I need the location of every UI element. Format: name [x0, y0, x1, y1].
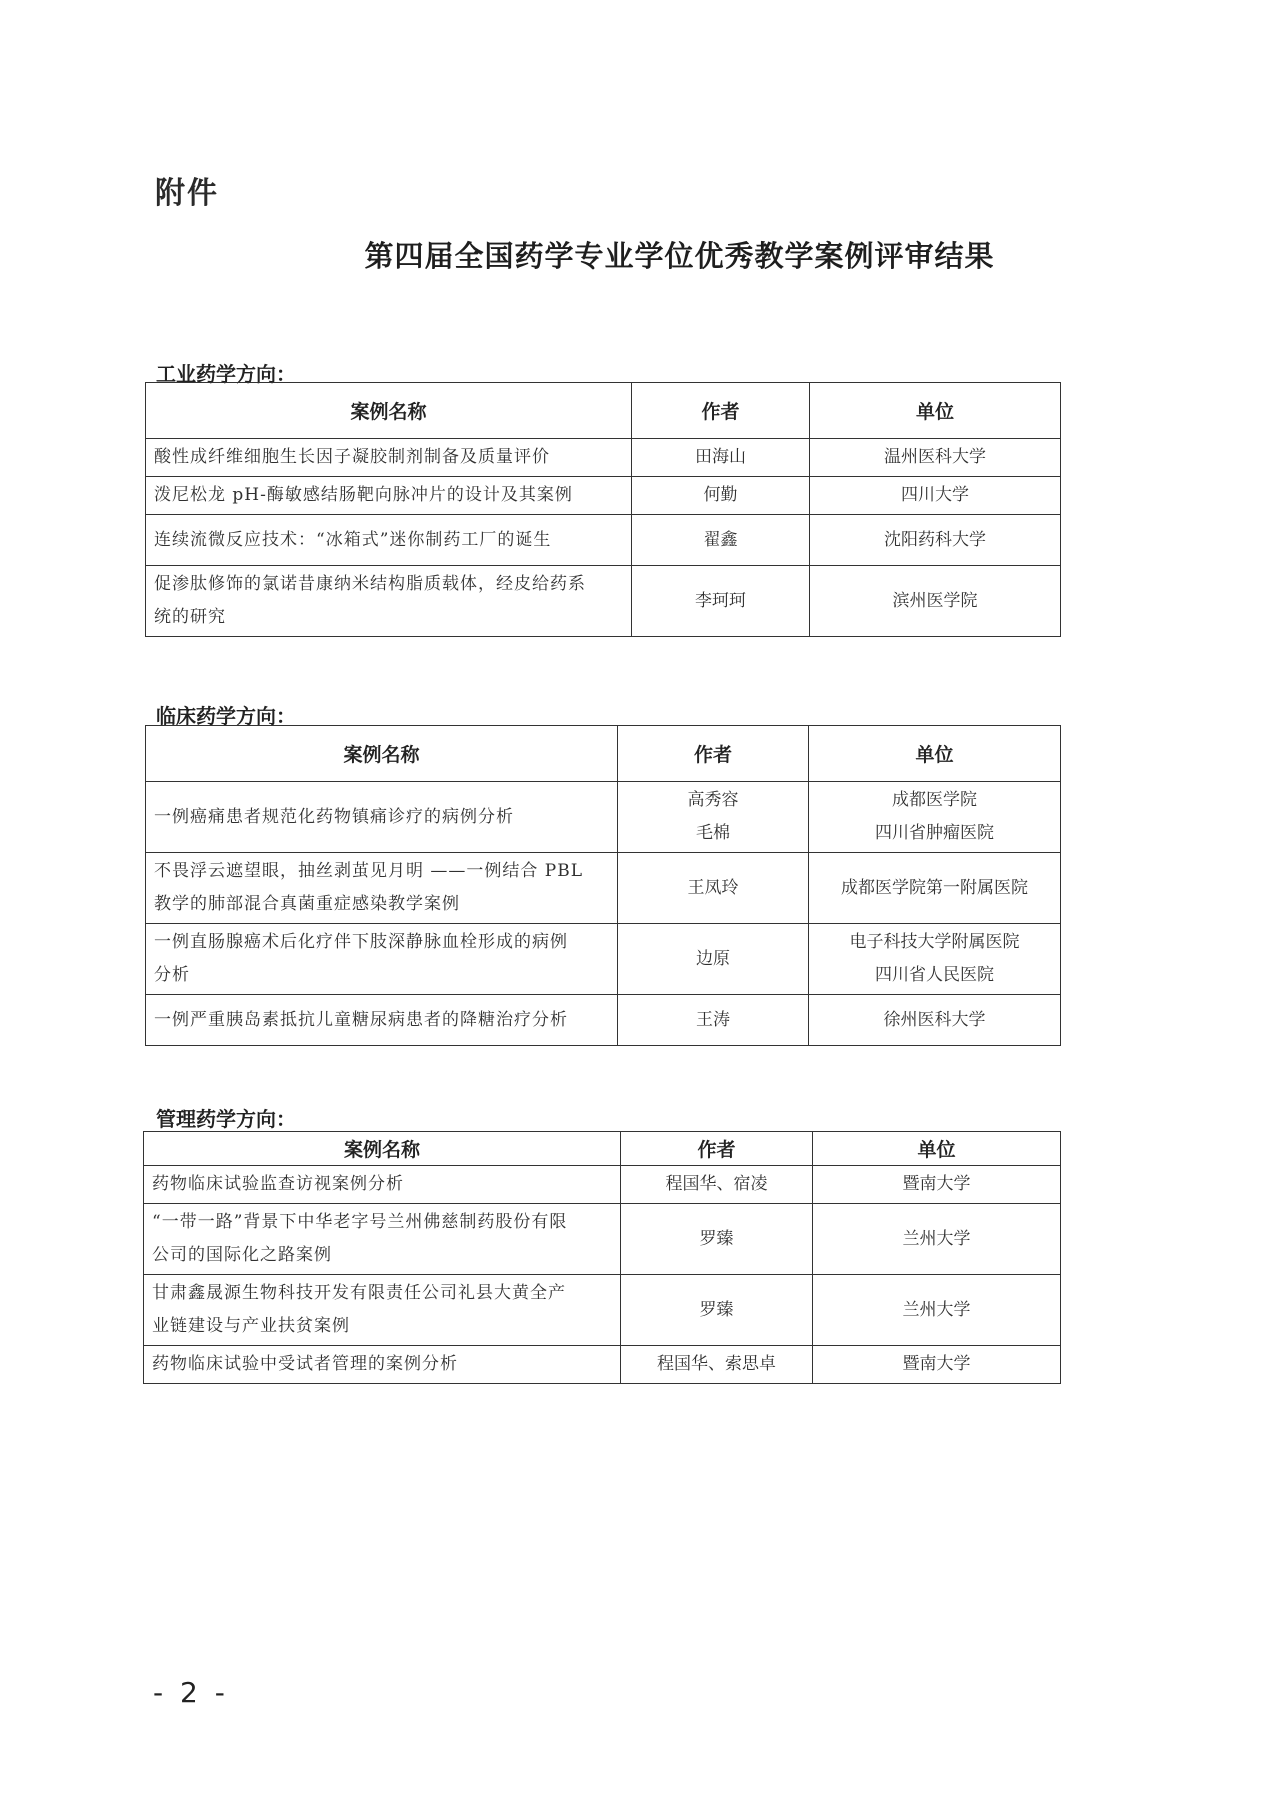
unit-cell-line: 滨州医学院	[892, 590, 978, 611]
column-header-case-name: 案例名称	[146, 726, 618, 782]
table-row	[144, 1166, 1061, 1204]
case-name-cell-line: 分析	[154, 965, 190, 985]
case-name-cell-line: 教学的肺部混合真菌重症感染教学案例	[154, 894, 460, 914]
case-name-cell-line: 一例癌痛患者规范化药物镇痛诊疗的病例分析	[154, 806, 514, 827]
table-row	[144, 1275, 1061, 1346]
column-header-unit: 单位	[809, 726, 1061, 782]
unit-cell	[809, 995, 1061, 1046]
case-name-cell	[146, 566, 632, 637]
author-cell-line: 毛棉	[696, 823, 730, 843]
case-table	[145, 725, 1061, 1046]
unit-cell-line: 成都医学院	[892, 790, 977, 810]
column-header-case-name: 案例名称	[146, 383, 632, 439]
unit-cell-line: 兰州大学	[902, 1299, 971, 1320]
case-name-cell-line: “一带一路”背景下中华老字号兰州佛慈制药股份有限	[152, 1212, 568, 1232]
case-name-cell-line: 不畏浮云遮望眼，抽丝剥茧见月明 ——一例结合 PBL	[154, 861, 584, 881]
case-name-cell-line: 连续流微反应技术：“冰箱式”迷你制药工厂的诞生	[154, 529, 552, 550]
author-cell-line: 王凤玲	[687, 877, 739, 898]
unit-cell	[813, 1204, 1061, 1275]
case-name-cell	[144, 1346, 621, 1384]
author-cell	[618, 995, 809, 1046]
column-header-author: 作者	[618, 726, 809, 782]
unit-cell-line: 成都医学院第一附属医院	[841, 877, 1028, 898]
unit-cell	[813, 1166, 1061, 1204]
author-cell-line: 罗臻	[699, 1228, 734, 1249]
author-cell	[632, 477, 810, 515]
case-name-cell	[146, 924, 618, 995]
attachment-label: 附件	[155, 176, 219, 211]
case-name-cell	[146, 515, 632, 566]
case-name-cell-line: 业链建设与产业扶贫案例	[152, 1316, 350, 1336]
unit-cell	[809, 924, 1061, 995]
case-table	[143, 1131, 1061, 1384]
unit-cell-line: 暨南大学	[902, 1354, 971, 1374]
author-cell-line: 王涛	[696, 1009, 730, 1030]
author-cell-line: 罗臻	[699, 1299, 734, 1320]
case-name-cell-line: 一例严重胰岛素抵抗儿童糖尿病患者的降糖治疗分析	[154, 1009, 568, 1030]
section-heading: 临床药学方向：	[156, 704, 296, 728]
author-cell	[621, 1275, 813, 1346]
unit-cell-line: 四川大学	[901, 485, 969, 505]
author-cell	[621, 1204, 813, 1275]
author-cell-line: 高秀容	[687, 790, 739, 810]
unit-cell	[810, 566, 1061, 637]
author-cell	[632, 566, 810, 637]
table-header-row	[144, 1132, 1061, 1166]
column-header-author: 作者	[621, 1132, 813, 1166]
document-title: 第四届全国药学专业学位优秀教学案例评审结果	[364, 239, 995, 273]
table-row	[144, 1346, 1061, 1384]
unit-cell-line: 沈阳药科大学	[884, 529, 986, 550]
table-row	[146, 924, 1061, 995]
unit-cell-line: 徐州医科大学	[883, 1009, 986, 1030]
case-name-cell-line: 一例直肠腺癌术后化疗伴下肢深静脉血栓形成的病例	[154, 932, 568, 952]
author-cell-line: 田海山	[695, 447, 746, 467]
case-name-cell-line: 统的研究	[154, 607, 226, 627]
case-name-cell	[146, 853, 618, 924]
table-row	[146, 515, 1061, 566]
unit-cell	[810, 515, 1061, 566]
unit-cell-line: 四川省人民医院	[875, 965, 994, 985]
case-name-cell-line: 药物临床试验中受试者管理的案例分析	[152, 1354, 458, 1374]
case-name-cell-line: 泼尼松龙 pH-酶敏感结肠靶向脉冲片的设计及其案例	[154, 485, 573, 505]
case-name-cell-line: 甘肃鑫晟源生物科技开发有限责任公司礼县大黄全产	[152, 1283, 566, 1303]
author-cell	[621, 1166, 813, 1204]
case-name-cell	[144, 1204, 621, 1275]
case-name-cell	[144, 1275, 621, 1346]
unit-cell	[813, 1346, 1061, 1384]
author-cell-line: 何勤	[703, 485, 738, 505]
column-header-author: 作者	[632, 383, 810, 439]
case-name-cell	[146, 782, 618, 853]
case-name-cell-line: 促渗肽修饰的氯诺昔康纳米结构脂质载体，经皮给药系	[154, 574, 586, 594]
case-name-cell	[146, 995, 618, 1046]
case-name-cell	[146, 439, 632, 477]
case-name-cell-line: 公司的国际化之路案例	[152, 1245, 332, 1265]
unit-cell-line: 温州医科大学	[884, 447, 986, 467]
author-cell-line: 李珂珂	[695, 590, 746, 611]
unit-cell	[809, 853, 1061, 924]
page-number: - 2 -	[153, 1676, 229, 1709]
author-cell	[632, 515, 810, 566]
unit-cell	[809, 782, 1061, 853]
table-row	[146, 566, 1061, 637]
column-header-unit: 单位	[813, 1132, 1061, 1166]
case-name-cell-line: 酸性成纤维细胞生长因子凝胶制剂制备及质量评价	[154, 447, 550, 467]
column-header-case-name: 案例名称	[144, 1132, 621, 1166]
case-name-cell-line: 药物临床试验监查访视案例分析	[152, 1174, 404, 1194]
case-table	[145, 382, 1061, 637]
author-cell	[618, 924, 809, 995]
table-row	[146, 477, 1061, 515]
case-name-cell	[144, 1166, 621, 1204]
table-row	[146, 439, 1061, 477]
unit-cell	[810, 477, 1061, 515]
author-cell	[618, 782, 809, 853]
section-heading: 工业药学方向：	[156, 362, 296, 386]
column-header-unit: 单位	[810, 383, 1061, 439]
author-cell-line: 边原	[696, 948, 730, 969]
author-cell	[618, 853, 809, 924]
unit-cell-line: 兰州大学	[902, 1228, 971, 1249]
author-cell	[621, 1346, 813, 1384]
table-row	[146, 782, 1061, 853]
author-cell-line: 程国华、索思卓	[657, 1354, 776, 1374]
unit-cell-line: 四川省肿瘤医院	[875, 823, 994, 843]
author-cell-line: 翟鑫	[703, 529, 738, 550]
table-row	[146, 853, 1061, 924]
table-row	[144, 1204, 1061, 1275]
author-cell-line: 程国华、宿凌	[665, 1174, 768, 1194]
unit-cell-line: 暨南大学	[902, 1174, 971, 1194]
unit-cell-line: 电子科技大学附属医院	[849, 932, 1020, 952]
case-name-cell	[146, 477, 632, 515]
unit-cell	[813, 1275, 1061, 1346]
table-header-row	[146, 383, 1061, 439]
table-header-row	[146, 726, 1061, 782]
unit-cell	[810, 439, 1061, 477]
table-row	[146, 995, 1061, 1046]
section-heading: 管理药学方向：	[156, 1107, 296, 1131]
author-cell	[632, 439, 810, 477]
